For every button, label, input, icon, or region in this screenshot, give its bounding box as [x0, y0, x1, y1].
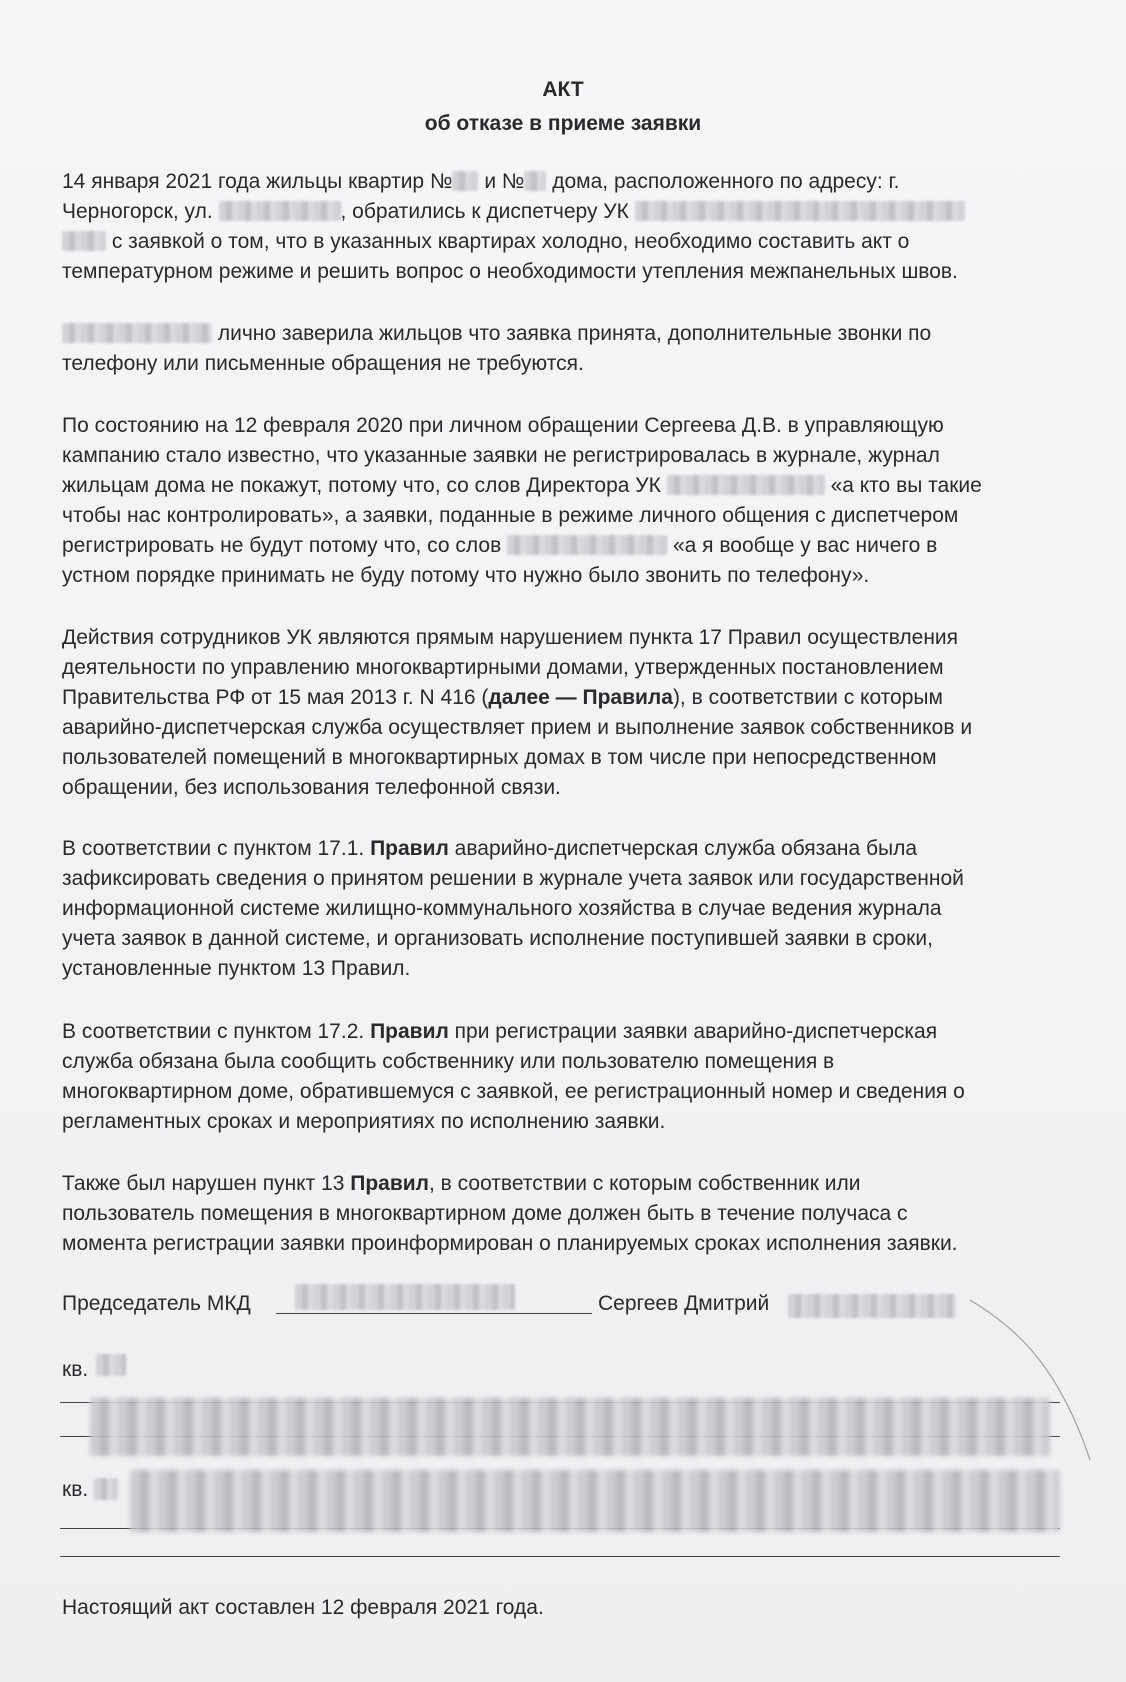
paragraph-6: В соответствии с пунктом 17.2. Правил при регистрации заявки аварийно-диспетчерская служба обязана была сообщить собственнику или пользователю помещения в многоквартирном доме, обратившемуся с заявкой, ее регистрационный номер и сведения о регламентных сроках и мероприятиях по исполнению заявки.: [62, 1020, 965, 1133]
apartment-label-1: кв.: [62, 1358, 89, 1381]
document-subtitle: об отказе в приеме заявки: [424, 112, 702, 135]
apartment-label-2: кв.: [62, 1478, 89, 1501]
redacted-chairman-surname: [788, 1294, 956, 1318]
chairman-name: Сергеев Дмитрий: [598, 1292, 770, 1315]
paragraph-3: По состоянию на 12 февраля 2020 при личном обращении Сергеева Д.В. в управляющую кампанию стало известно, что указанные заявки не регистрировалась в журнале, журнал жильцам дома не покажут, потому что, со слов Директора УК «а кто вы такие чтобы нас контролировать», а заявки, поданные в режиме личного общения с диспетчером регистрировать не будут потому что, со слов «а я вообще у вас ничего в устном порядке принимать не буду потому что нужно было звонить по телефону».: [62, 414, 982, 587]
signature-line-4: [60, 1556, 1060, 1557]
redacted-dispatcher: [62, 323, 212, 343]
redacted-apartment-2: [94, 1478, 118, 1500]
closing-statement: Настоящий акт составлен 12 февраля 2021 года.: [62, 1596, 544, 1619]
document-title: АКТ: [542, 78, 584, 101]
chairman-label: Председатель МКД: [62, 1292, 251, 1315]
redacted-director: [667, 475, 825, 495]
pen-stroke-mark: [960, 1290, 1100, 1470]
paragraph-1: 14 января 2021 года жильцы квартир № и № дома, расположенного по адресу: г. Черногорск, ул. , обратились к диспетчеру УК с заявкой о том, что в указанных квартирах холодно, необходимо составить акт о температурном режиме и решить вопрос о необходимости утепления межпанельных швов.: [62, 167, 1072, 287]
redacted-apt-2: [524, 171, 546, 191]
redacted-resident-signatures-2: [130, 1470, 1060, 1532]
paragraph-5: В соответствии с пунктом 17.1. Правил аварийно-диспетчерская служба обязана была зафиксировать сведения о принятом решении в журнале учета заявок или государственной информационной системе жилищно-коммунального хозяйства в случае ведения журнала учета заявок в данной системе, и организовать исполнение поступившей заявки в сроки, установленные пунктом 13 Правил.: [62, 837, 964, 980]
redacted-company: [635, 201, 965, 221]
redacted-apt-1: [452, 171, 478, 191]
paragraph-7: Также был нарушен пункт 13 Правил, в соответствии с которым собственник или пользователь помещения в многоквартирном доме должен быть в течение получаса с момента регистрации заявки проинформирован о планируемых сроках исполнения заявки.: [62, 1172, 958, 1255]
redacted-resident-signatures-1: [90, 1398, 1050, 1456]
paragraph-4: Действия сотрудников УК являются прямым нарушением пункта 17 Правил осуществления деятельности по управлению многоквартирными домами, утвержденных постановлением Правительства РФ от 15 мая 2013 г. N 416 (далее — Правила), в соответствии с которым аварийно-диспетчерская служба осуществляет прием и выполнение заявок собственников и пользователей помещений в многоквартирных домах в том числе при непосредственном обращении, без использования телефонной связи.: [62, 626, 973, 799]
paragraph-2: лично заверила жильцов что заявка принята, дополнительные звонки по телефону или письменные обращения не требуются.: [62, 322, 932, 375]
redacted-employee: [507, 535, 667, 555]
redacted-company-tail: [62, 231, 106, 251]
chairman-signature-line: [276, 1313, 592, 1314]
redacted-chairman-signature: [295, 1284, 515, 1310]
redacted-street: [219, 201, 341, 221]
redacted-apartment-1: [96, 1354, 126, 1376]
